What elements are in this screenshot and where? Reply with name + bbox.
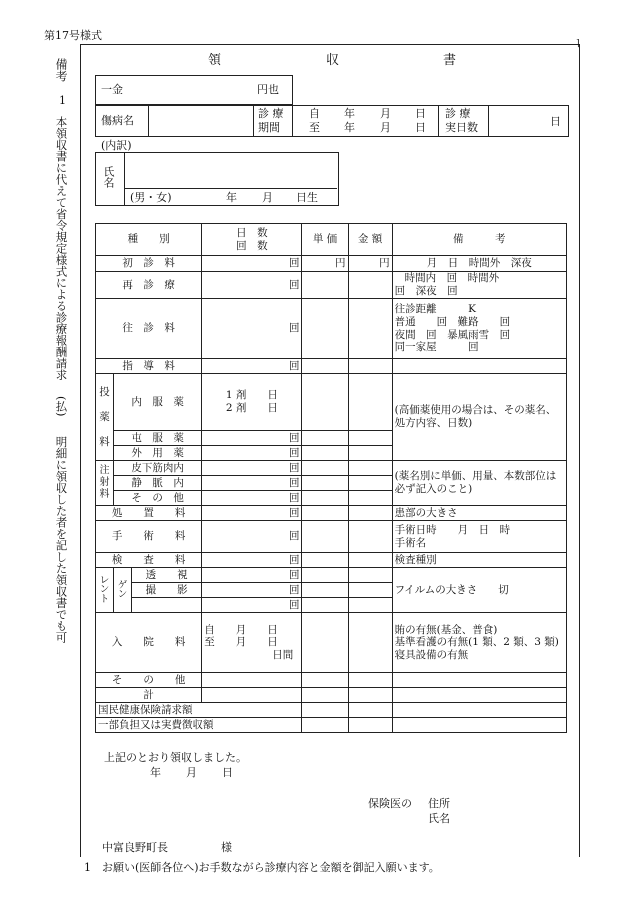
row-shochi-amount (348, 506, 392, 521)
row-shoshin-label: 初 診 料 (96, 256, 202, 272)
row-shidou-amount (348, 359, 392, 374)
period-label-1: 診 療 (258, 107, 284, 120)
row-kensa-count: 回 (202, 553, 302, 568)
amount-enya: 円也 (257, 83, 279, 96)
row-gaiyou-count: 回 (202, 446, 302, 461)
period-from-year: 年 (344, 107, 355, 120)
received-year: 年 (150, 766, 161, 779)
row-ichibu-price (302, 718, 348, 733)
doctor-label: 保険医の (368, 797, 412, 810)
request-note: 1 お願い(医師各位へ)お手数ながら診療内容と金額を御記入願います。 (84, 861, 440, 874)
period-to: 至 (309, 121, 320, 134)
row-oushin-price (302, 299, 348, 359)
fee-table (95, 223, 567, 733)
days-unit: 日 (550, 115, 561, 128)
addressee-honorific: 様 (221, 841, 232, 854)
received-day: 日 (222, 766, 233, 779)
doctor-address-label: 住所 (428, 797, 450, 810)
row-shoshin-price: 円 (302, 256, 348, 272)
patient-name-label: 氏名 (102, 166, 115, 188)
header-unit-price: 単 価 (302, 224, 348, 256)
row-shoshin-count: 回 (202, 256, 302, 272)
birth-year: 年 (226, 191, 237, 204)
days-label-1: 診 療 (445, 107, 471, 120)
row-nyuin-note: 賄の有無(基金、普食) 基準看護の有無(1 類、2 類、3 類) 寝具設備の有無 (392, 613, 566, 673)
row-shochi-note: 患部の大きさ (392, 506, 566, 521)
row-sonota-price (302, 673, 348, 688)
days-label-2: 実日数 (445, 121, 478, 134)
row-shidou-price (302, 359, 348, 374)
row-rentgen-blank-price (302, 598, 348, 613)
row-chusha-other-amount (348, 491, 392, 506)
title-char-3: 書 (443, 53, 457, 68)
period-to-year: 年 (344, 121, 355, 134)
row-shochi-label: 処 置 料 (96, 506, 202, 521)
row-total-note (392, 688, 566, 703)
header-type: 種 別 (96, 224, 202, 256)
row-naifuku-label: 内 服 薬 (114, 374, 202, 431)
row-jomyaku-price (302, 476, 348, 491)
row-chusha-other-label: そ の 他 (114, 491, 202, 506)
row-shoshin-note: 月 日 時間外 深夜 (392, 256, 566, 272)
row-gaiyou-label: 外 用 薬 (114, 446, 202, 461)
patient-sex: (男・女) (130, 191, 172, 204)
doctor-name-label: 氏名 (428, 812, 450, 825)
row-kensa-price (302, 553, 348, 568)
row-sonota-note (392, 673, 566, 688)
row-hika-count: 回 (202, 461, 302, 476)
row-jomyaku-amount (348, 476, 392, 491)
row-kensa-amount (348, 553, 392, 568)
row-tonpuku-label: 屯 服 薬 (114, 431, 202, 446)
row-saishin-label: 再 診 療 (96, 272, 202, 299)
period-label-2: 期間 (258, 121, 280, 134)
row-saishin-note: 時間内 回 時間外 回 深夜 回 (392, 272, 566, 299)
birth-day: 日生 (296, 191, 318, 204)
breakdown-label: (内訳) (101, 139, 132, 152)
period-from-month: 月 (380, 107, 391, 120)
row-gaiyou-amount (348, 446, 392, 461)
row-ichibu-note (392, 718, 566, 733)
header-amount: 金 額 (348, 224, 392, 256)
disease-label: 傷病名 (101, 114, 134, 127)
row-shujutsu-amount (348, 521, 392, 553)
rentgen-label-a: レ ン ト (96, 568, 114, 613)
row-tonpuku-price (302, 431, 348, 446)
title-char-2: 収 (326, 53, 340, 68)
side-bikou: 備考 (54, 58, 68, 82)
row-naifuku-days: 1 剤 日 2 剤 日 (202, 374, 302, 431)
row-shujutsu-note: 手術日時 月 日 時 手術名 (392, 521, 566, 553)
period-from-day: 日 (415, 107, 426, 120)
row-sonota-label: そ の 他 (96, 673, 202, 688)
header-remarks: 備 考 (392, 224, 566, 256)
received-month: 月 (186, 766, 197, 779)
amount-ichikin: 一金 (101, 83, 123, 96)
row-toushi-amount (348, 568, 392, 583)
row-ichibu-amount (348, 718, 392, 733)
row-gaiyou-price (302, 446, 348, 461)
form-number: 第17号様式 (44, 29, 102, 42)
row-oushin-count: 回 (202, 299, 302, 359)
row-kokuho-label: 国民健康保険請求額 (96, 703, 302, 718)
row-sonota-amount (348, 673, 392, 688)
row-nyuin-period: 自 月 日 至 月 日 日間 (202, 613, 302, 673)
row-nyuin-amount (348, 613, 392, 673)
row-satsuei-price (302, 583, 348, 598)
row-nyuin-price (302, 613, 348, 673)
row-toushi-count: 回 (202, 568, 302, 583)
row-kokuho-amount (348, 703, 392, 718)
row-total-price (302, 688, 348, 703)
chusha-label: 注 射 料 (96, 461, 114, 506)
row-tonpuku-count: 回 (202, 431, 302, 446)
row-naifuku-price (302, 374, 348, 431)
row-oushin-amount (348, 299, 392, 359)
row-shidou-label: 指 導 料 (96, 359, 202, 374)
disease-period-box (95, 105, 569, 137)
side-number-1: 1 (59, 94, 66, 107)
row-oushin-note: 往診距離 K 普通 回 難路 回 夜間 回 暴風雨雪 回 同一家屋 回 (392, 299, 566, 359)
touyaku-note: (高価薬使用の場合は、その薬名、処方内容、日数) (392, 374, 566, 461)
row-oushin-label: 往 診 料 (96, 299, 202, 359)
period-to-month: 月 (380, 121, 391, 134)
period-to-day: 日 (415, 121, 426, 134)
title-char-1: 領 (208, 53, 222, 68)
row-shochi-count: 回 (202, 506, 302, 521)
row-saishin-count: 回 (202, 272, 302, 299)
row-total-amount (348, 688, 392, 703)
row-jomyaku-count: 回 (202, 476, 302, 491)
row-shidou-note (392, 359, 566, 374)
row-shidou-count: 回 (202, 359, 302, 374)
touyaku-label: 投 薬 料 (96, 374, 114, 461)
rentgen-label-b: ゲ ン (114, 568, 132, 613)
row-rentgen-blank-label (132, 598, 202, 613)
row-kokuho-price (302, 703, 348, 718)
side-note-2: 明細に領収した者を記した領収書でも可 (54, 436, 69, 643)
row-hika-label: 皮下筋肉内 (114, 461, 202, 476)
row-kokuho-note (392, 703, 566, 718)
row-chusha-other-count: 回 (202, 491, 302, 506)
received-statement: 上記のとおり領収しました。 (104, 751, 247, 764)
row-rentgen-blank-amount (348, 598, 392, 613)
row-satsuei-count: 回 (202, 583, 302, 598)
row-satsuei-amount (348, 583, 392, 598)
row-sonota-count (202, 673, 302, 688)
row-shujutsu-price (302, 521, 348, 553)
row-ichibu-label: 一部負担又は実費徴収額 (96, 718, 302, 733)
row-toushi-label: 透 視 (132, 568, 202, 583)
row-hika-amount (348, 461, 392, 476)
row-naifuku-amount (348, 374, 392, 431)
row-toushi-price (302, 568, 348, 583)
row-shujutsu-count: 回 (202, 521, 302, 553)
row-total-label: 計 (96, 688, 202, 703)
birth-month: 月 (262, 191, 273, 204)
row-saishin-price (302, 272, 348, 299)
frame-corner-mark: ⌉ (576, 39, 580, 49)
period-from: 自 (309, 107, 320, 120)
row-total-count (202, 688, 302, 703)
addressee-mayor: 中富良野町長 (102, 841, 168, 854)
film-note: フイルムの大きさ 切 (392, 568, 566, 613)
header-days: 日 数 回 数 (202, 224, 302, 256)
row-jomyaku-label: 静 脈 内 (114, 476, 202, 491)
row-saishin-amount (348, 272, 392, 299)
row-chusha-other-price (302, 491, 348, 506)
chusha-note: (薬名別に単価、用量、本数部位は必ず記入のこと) (392, 461, 566, 506)
row-kensa-label: 検 査 料 (96, 553, 202, 568)
row-shochi-price (302, 506, 348, 521)
row-tonpuku-amount (348, 431, 392, 446)
row-kensa-note: 検査種別 (392, 553, 566, 568)
row-rentgen-blank-count: 回 (202, 598, 302, 613)
side-note-1: 本領収書に代えて省令規定様式による診療報酬請求 (54, 116, 69, 381)
side-harai: (払) (54, 396, 69, 417)
row-shujutsu-label: 手 術 料 (96, 521, 202, 553)
row-satsuei-label: 撮 影 (132, 583, 202, 598)
row-shoshin-amount: 円 (348, 256, 392, 272)
row-hika-price (302, 461, 348, 476)
row-nyuin-label: 入 院 料 (96, 613, 202, 673)
